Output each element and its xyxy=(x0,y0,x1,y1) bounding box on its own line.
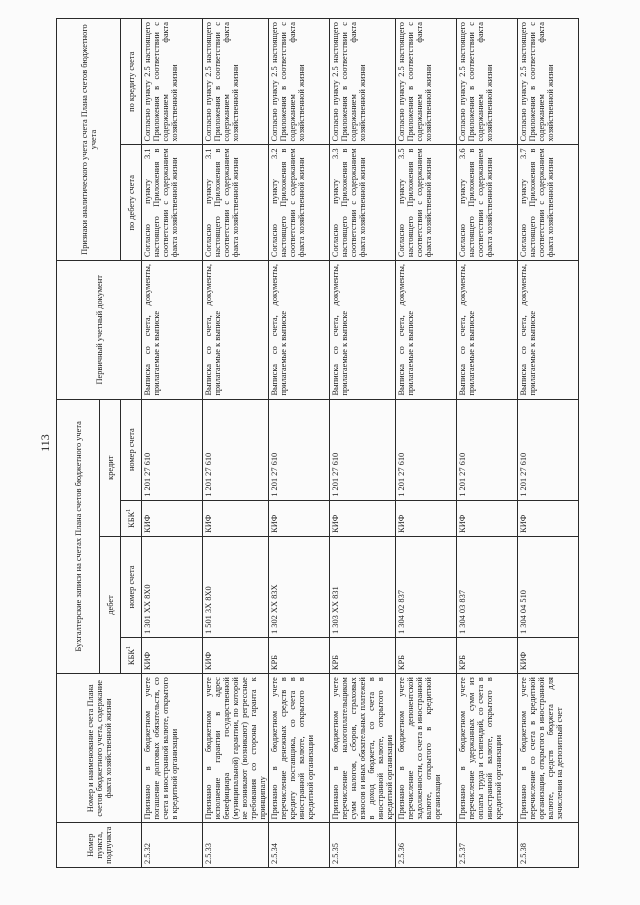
row-primary-doc: Выписка со счета, документы, прилагаемые к выписке xyxy=(457,261,518,399)
row-acc-debit: 1 304 04 510 xyxy=(518,536,579,637)
header-acc-debit: номер счета xyxy=(121,536,142,637)
row-kbk-debit: КИФ xyxy=(518,638,579,674)
row-analytics-debit: Согласно пункту 3.5 настоящего Приложения в соответствии с содержанием факта хозяйственной жизни xyxy=(396,145,457,261)
row-analytics-debit: Согласно пункту 3.3 настоящего Приложения в соответствии с содержанием факта хозяйственной жизни xyxy=(330,145,396,261)
row-number: 2.5.38 xyxy=(518,823,579,868)
row-acc-debit: 1 304 02 837 xyxy=(396,536,457,637)
header-analytics: Признаки аналитического учета счета Плана счетов бюджетного учета xyxy=(57,19,121,261)
row-primary-doc: Выписка со счета, документы, прилагаемые к выписке xyxy=(518,261,579,399)
header-credit: кредит xyxy=(100,399,121,536)
row-kbk-credit: КИФ xyxy=(518,500,579,536)
accounting-table xyxy=(56,18,579,868)
row-acc-credit: 1 201 27 610 xyxy=(142,399,203,500)
row-acc-credit: 1 201 27 610 xyxy=(330,399,396,500)
row-acc-debit: 1 304 03 837 xyxy=(457,536,518,637)
row-analytics-credit: Согласно пункту 2.5 настоящего Приложения в соответствии с содержанием факта хозяйственной жизни xyxy=(518,19,579,145)
row-analytics-credit: Согласно пункту 2.5 настоящего Приложения в соответствии с содержанием факта хозяйственной жизни xyxy=(269,19,330,145)
row-kbk-debit: КИФ xyxy=(203,638,269,674)
row-kbk-credit: КИФ xyxy=(330,500,396,536)
table-row xyxy=(396,19,457,868)
row-acc-credit: 1 201 27 610 xyxy=(518,399,579,500)
row-number: 2.5.35 xyxy=(330,823,396,868)
header-by-credit: по кредиту счета xyxy=(121,19,142,145)
row-acc-debit: 1 303 ХХ 831 xyxy=(330,536,396,637)
row-analytics-debit: Согласно пункту 3.7 настоящего Приложения в соответствии с содержанием факта хозяйственной жизни xyxy=(518,145,579,261)
row-kbk-debit: КРБ xyxy=(457,638,518,674)
row-analytics-debit: Согласно пункту 3.1 настоящего Приложения в соответствии с содержанием факта хозяйственной жизни xyxy=(203,145,269,261)
row-analytics-debit: Согласно пункту 3.2 настоящего Приложения в соответствии с содержанием факта хозяйственной жизни xyxy=(269,145,330,261)
row-number: 2.5.36 xyxy=(396,823,457,868)
row-analytics-debit: Согласно пункту 3.1 настоящего Приложения в соответствии с содержанием факта хозяйственной жизни xyxy=(142,145,203,261)
row-analytics-credit: Согласно пункту 2.5 настоящего Приложения в соответствии с содержанием факта хозяйственной жизни xyxy=(330,19,396,145)
header-debit: дебет xyxy=(100,536,121,673)
table-row xyxy=(269,19,330,868)
header-kbk-credit: КБК$^1$ xyxy=(121,500,142,536)
table-row xyxy=(330,19,396,868)
row-kbk-credit: КИФ xyxy=(203,500,269,536)
row-kbk-debit: КРБ xyxy=(269,638,330,674)
table-row xyxy=(203,19,269,868)
row-primary-doc: Выписка со счета, документы, прилагаемые к выписке xyxy=(203,261,269,399)
row-kbk-credit: КИФ xyxy=(457,500,518,536)
header-by-debit: по дебету счета xyxy=(121,145,142,261)
row-acc-credit: 1 201 27 610 xyxy=(203,399,269,500)
row-kbk-debit: КРБ xyxy=(396,638,457,674)
row-acc-debit: 1 301 ХХ 8Х0 xyxy=(142,536,203,637)
table-row xyxy=(142,19,203,868)
row-analytics-debit: Согласно пункту 3.6 настоящего Приложения в соответствии с содержанием факта хозяйственной жизни xyxy=(457,145,518,261)
row-acc-credit: 1 201 27 610 xyxy=(457,399,518,500)
row-number: 2.5.32 xyxy=(142,823,203,868)
row-kbk-debit: КИФ xyxy=(142,638,203,674)
row-acc-debit: 1 302 ХХ 83Х xyxy=(269,536,330,637)
row-primary-doc: Выписка со счета, документы, прилагаемые к выписке xyxy=(269,261,330,399)
row-primary-doc: Выписка со счета, документы, прилагаемые к выписке xyxy=(396,261,457,399)
row-number: 2.5.34 xyxy=(269,823,330,868)
header-kbk-debit: КБК$^1$ xyxy=(121,638,142,674)
table-row xyxy=(457,19,518,868)
header-primary-doc: Первичный учетный документ xyxy=(57,261,142,399)
row-analytics-credit: Согласно пункту 2.5 настоящего Приложения в соответствии с содержанием факта хозяйственной жизни xyxy=(203,19,269,145)
header-account-name: Номер и наименование счета Плана счетов бюджетного учета, содержание факта хозяйственной жизни xyxy=(57,674,142,823)
row-analytics-credit: Согласно пункту 2.5 настоящего Приложения в соответствии с содержанием факта хозяйственной жизни xyxy=(457,19,518,145)
row-kbk-credit: КИФ xyxy=(396,500,457,536)
row-analytics-credit: Согласно пункту 2.5 настоящего Приложения в соответствии с содержанием факта хозяйственной жизни xyxy=(396,19,457,145)
row-description: Признано в бюджетном учете перечисление депонентской задолженности, со счета в иностранной валюте, открытого в кредитной организации xyxy=(396,674,457,823)
row-acc-credit: 1 201 27 610 xyxy=(269,399,330,500)
row-description: Признано в бюджетном учете перечисление со счета в кредитной организации, открытого в иностранной валюте, средств бюджета для зачисления на депозитный счет xyxy=(518,674,579,823)
page-number: 113 xyxy=(38,434,52,452)
row-description: Признано в бюджетном учете перечисление налогоплательщиком сумм налогов, сборов, страховых взносов и иных обязательных платежей в доход бюджета, со счета в иностранной валюте, открытого в кредитной организации xyxy=(330,674,396,823)
row-description: Признано в бюджетном учете исполнение гарантии в адрес бенефициара государственной (муниципальной) гарантии, по которой не возникают (возникают) регрессные требования со стороны гаранта к принципалу xyxy=(203,674,269,823)
row-description: Признано в бюджетном учете перечисление денежных средств в кредиту поставщика, со счета в иностранной валюте, открытого в кредитной организации xyxy=(269,674,330,823)
row-description: Признано в бюджетном учете перечисление удержанных сумм из оплаты труда и стипендий, со счета в иностранной валюте, открытого в кредитной организации xyxy=(457,674,518,823)
row-primary-doc: Выписка со счета, документы, прилагаемые к выписке xyxy=(330,261,396,399)
header-number: Номер пункта, подпункта xyxy=(57,823,142,868)
row-acc-debit: 1 501 3Х 8Х0 xyxy=(203,536,269,637)
row-kbk-credit: КИФ xyxy=(142,500,203,536)
header-acc-credit: номер счета xyxy=(121,399,142,500)
header-entries: Бухгалтерские записи на счетах Плана счетов бюджетного учета xyxy=(57,399,100,674)
row-acc-credit: 1 201 27 610 xyxy=(396,399,457,500)
row-number: 2.5.33 xyxy=(203,823,269,868)
row-kbk-debit: КРБ xyxy=(330,638,396,674)
row-kbk-credit: КИФ xyxy=(269,500,330,536)
row-analytics-credit: Согласно пункту 2.5 настоящего Приложения в соответствии с содержанием факта хозяйственной жизни xyxy=(142,19,203,145)
row-primary-doc: Выписка со счета, документы, прилагаемые к выписке xyxy=(142,261,203,399)
row-number: 2.5.37 xyxy=(457,823,518,868)
table-row xyxy=(518,19,579,868)
row-description: Признано в бюджетном учете погашение долговых обязательств, со счета в иностранной валюте, открытого в кредитной организации xyxy=(142,674,203,823)
rotated-content xyxy=(38,18,618,868)
